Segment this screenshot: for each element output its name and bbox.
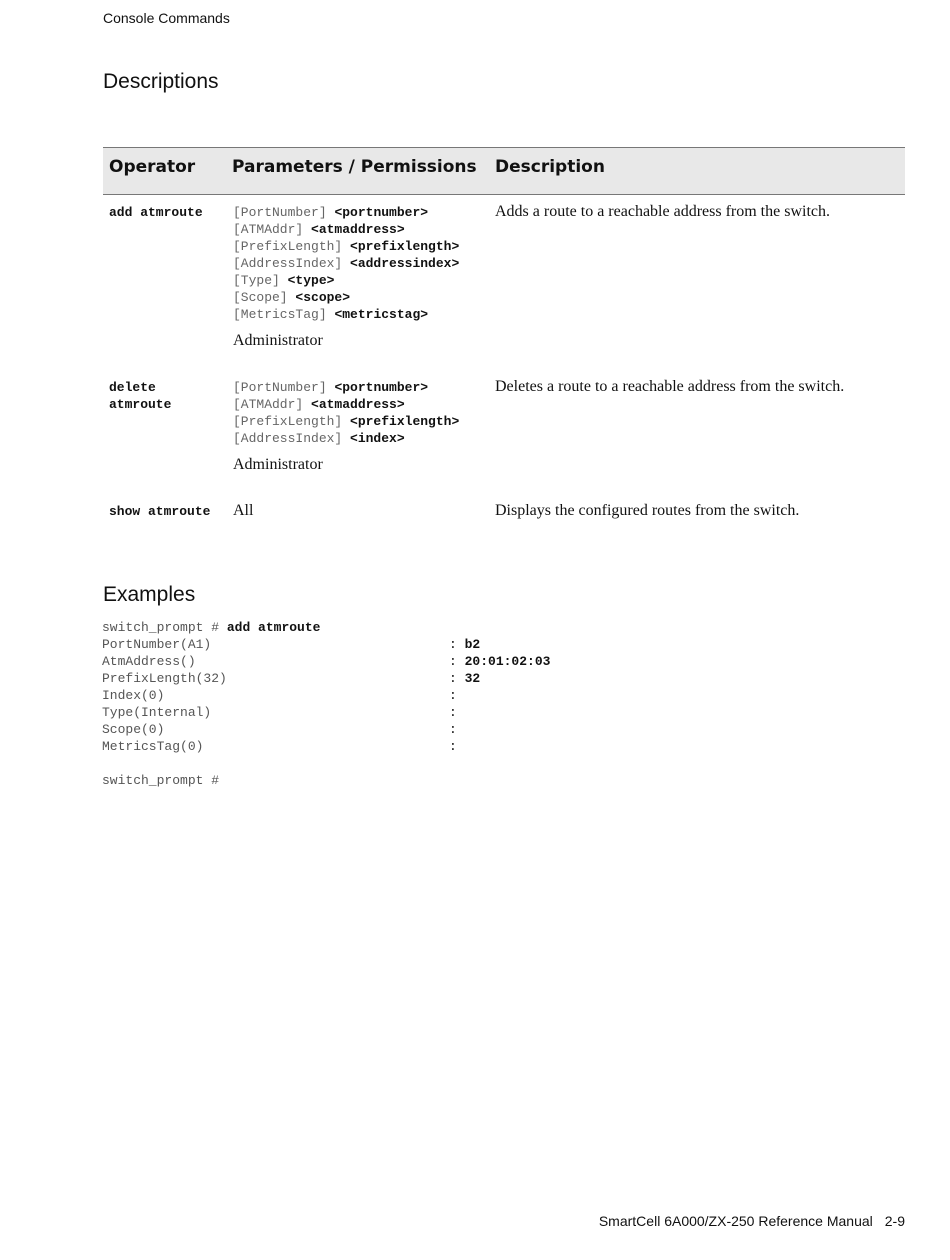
description-cell: Displays the configured routes from the switch. (495, 502, 800, 519)
parameter-value: <scope> (295, 290, 351, 305)
parameter-name: [ATMAddr] (233, 397, 304, 412)
page-number: 2-9 (884, 1213, 905, 1229)
example-field-line: Type(Internal) : (102, 705, 465, 720)
parameters-cell (233, 379, 488, 475)
description-cell: Deletes a route to a reachable address from the switch. (495, 378, 845, 395)
parameter-name: [PrefixLength] (233, 414, 343, 429)
operator-cell: delete atmroute (109, 380, 172, 412)
example-field-line: MetricsTag(0) : (102, 739, 465, 754)
parameter-name: [PortNumber] (233, 380, 327, 395)
parameters-cell (233, 503, 488, 521)
example-field-line: Index(0) : (102, 688, 465, 703)
parameter-value: <atmaddress> (311, 397, 405, 412)
parameter-value: <prefixlength> (350, 239, 460, 254)
parameter-line (233, 255, 488, 272)
parameter-line (233, 289, 488, 306)
parameter-line (233, 238, 488, 255)
example-closing-prompt: switch_prompt # (102, 773, 220, 788)
example-field-line: PrefixLength(32) : 32 (102, 671, 481, 686)
parameter-name: [AddressIndex] (233, 256, 343, 271)
parameter-line (233, 221, 488, 238)
example-field-label: MetricsTag(0) (102, 739, 204, 754)
example-field-label: PortNumber(A1) (102, 637, 212, 652)
parameter-line (233, 413, 488, 430)
example-field-line: Scope(0) : (102, 722, 465, 737)
parameter-name: [AddressIndex] (233, 431, 343, 446)
example-field-label: PrefixLength(32) (102, 671, 227, 686)
parameter-value: <index> (350, 431, 405, 446)
parameter-name: [ATMAddr] (233, 222, 304, 237)
parameter-value: <atmaddress> (311, 222, 405, 237)
parameter-line (233, 306, 488, 323)
parameter-value: <type> (287, 273, 335, 288)
parameter-line (233, 272, 488, 289)
example-field-value: b2 (464, 637, 481, 652)
column-header-description: Description (495, 157, 605, 177)
parameter-line (233, 430, 488, 447)
permission-text: Administrator (233, 332, 323, 349)
parameter-line (233, 379, 488, 396)
example-command: add atmroute (226, 620, 321, 635)
permission-text: All (233, 502, 254, 519)
example-field-line: AtmAddress() : 20:01:02:03 (102, 654, 551, 669)
table-header (103, 147, 905, 195)
parameter-line (233, 396, 488, 413)
descriptions-heading: Descriptions (103, 70, 219, 93)
parameter-value: <addressindex> (350, 256, 460, 271)
parameter-value: <prefixlength> (350, 414, 460, 429)
example-code-block (102, 619, 802, 789)
example-field-label: AtmAddress() (102, 654, 196, 669)
parameter-value: <metricstag> (334, 307, 429, 322)
manual-title: SmartCell 6A000/ZX-250 Reference Manual (598, 1213, 873, 1229)
column-header-parameters: Parameters / Permissions (232, 157, 477, 177)
parameter-line (233, 204, 488, 221)
permission-text: Administrator (233, 456, 323, 473)
parameter-name: [Scope] (233, 290, 288, 305)
example-field-value: 20:01:02:03 (464, 654, 551, 669)
examples-heading: Examples (103, 583, 196, 606)
parameter-name: [PrefixLength] (233, 239, 343, 254)
example-command-line (102, 619, 802, 636)
example-field-label: Index(0) (102, 688, 165, 703)
example-field-value: 32 (464, 671, 481, 686)
example-field-label: Scope(0) (102, 722, 165, 737)
parameter-name: [Type] (233, 273, 280, 288)
operator-cell: add atmroute (109, 205, 203, 220)
example-prompt: switch_prompt # (102, 620, 220, 635)
parameter-value: <portnumber> (334, 380, 429, 395)
parameter-value: <portnumber> (334, 205, 429, 220)
operator-cell: show atmroute (109, 504, 211, 519)
running-head: Console Commands (103, 10, 230, 26)
page-footer (599, 1213, 905, 1229)
column-header-operator: Operator (109, 157, 196, 177)
description-cell: Adds a route to a reachable address from the switch. (495, 203, 830, 220)
parameter-name: [PortNumber] (233, 205, 327, 220)
commands-table (103, 147, 905, 519)
example-field-line: PortNumber(A1) : b2 (102, 637, 481, 652)
parameter-name: [MetricsTag] (233, 307, 327, 322)
example-field-label: Type(Internal) (102, 705, 212, 720)
parameters-cell (233, 204, 488, 351)
